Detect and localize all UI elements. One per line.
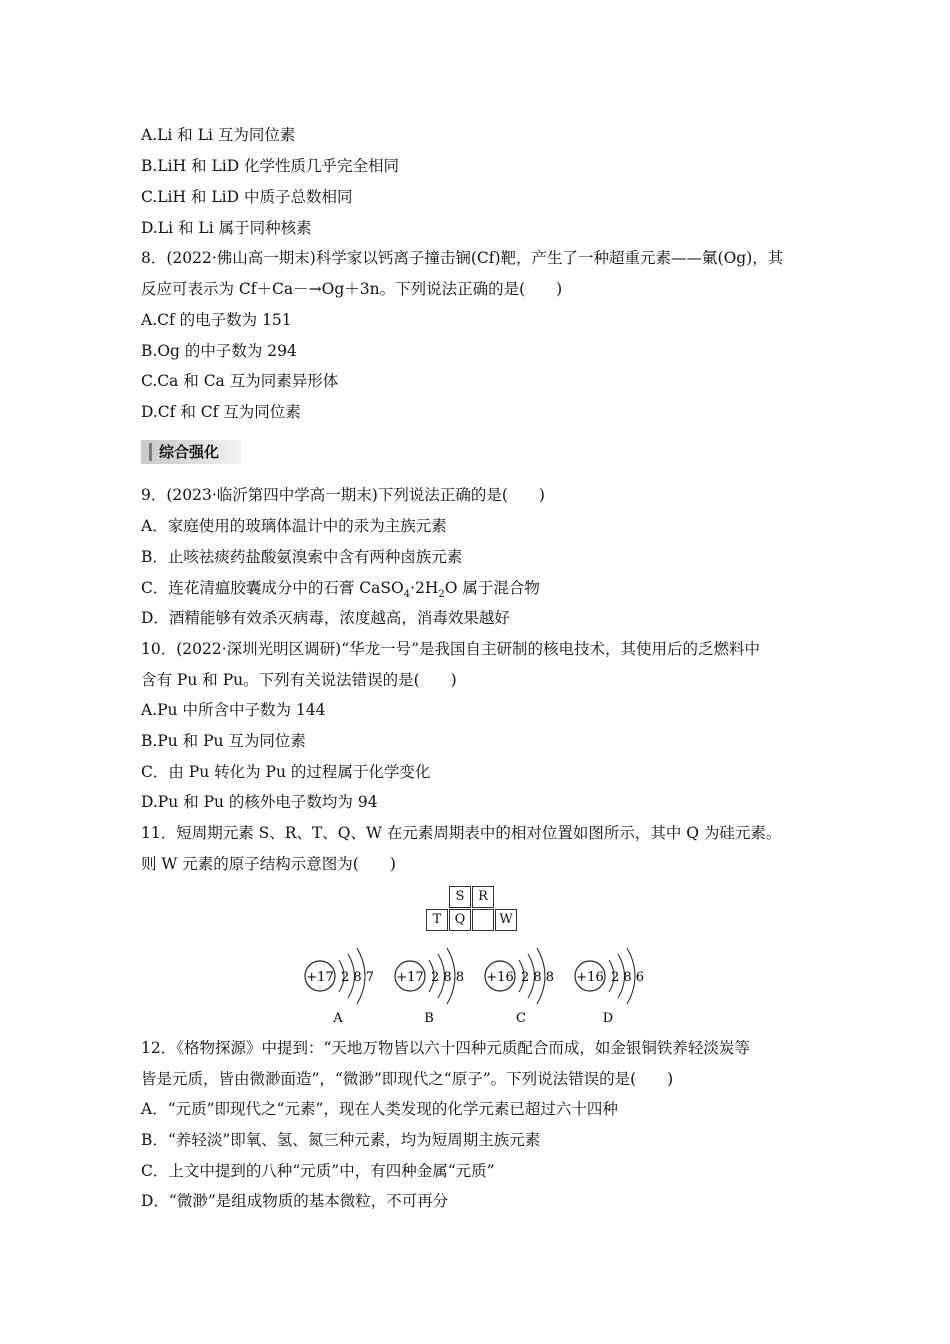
atom-structure-options <box>295 940 655 1030</box>
q9-option-b: B．止咳祛痰药盐酸氨溴索中含有两种卤族元素 <box>141 548 463 566</box>
q9-option-c-text: C．连花清瘟胶囊成分中的石膏 CaSO <box>141 579 404 597</box>
option-label-b: B <box>424 1011 434 1026</box>
sub-4: 4 <box>403 589 411 601</box>
periodic-table-fragment <box>425 884 525 934</box>
q10-option-c: C．由 Pu 转化为 Pu 的过程属于化学变化 <box>141 763 431 781</box>
q12-stem-line1: 12．《格物探源》中提到：“天地万物皆以六十四种元质配合而成，如金银铜铁养轻淡炭等 <box>141 1039 750 1057</box>
q8-option-c: C.Ca 和 Ca 互为同素异形体 <box>141 372 339 390</box>
cell-q: Q <box>449 909 471 931</box>
nucleus-charge-c: +16 <box>486 970 514 985</box>
section-heading <box>141 440 241 464</box>
q7-option-c: C.LiH 和 LiD 中质子总数相同 <box>141 188 353 206</box>
shell-electrons-c: 2 8 8 <box>521 970 555 985</box>
q10-stem-line2: 含有 Pu 和 Pu。下列有关说法错误的是( ) <box>141 671 457 689</box>
q7-option-b: B.LiH 和 LiD 化学性质几乎完全相同 <box>141 157 400 175</box>
shell-electrons-b: 2 8 8 <box>431 970 465 985</box>
atom-option-a <box>305 948 374 1026</box>
q12-option-b: B．“养轻淡”即氧、氢、氮三种元素，均为短周期主族元素 <box>141 1131 541 1149</box>
q9-stem: 9．(2023·临沂第四中学高一期末)下列说法正确的是( ) <box>141 486 545 504</box>
q11-stem-line2: 则 W 元素的原子结构示意图为( ) <box>141 855 396 873</box>
q8-option-d: D.Cf 和 Cf 互为同位素 <box>141 403 301 421</box>
q7-option-a: A.Li 和 Li 互为同位素 <box>141 126 296 144</box>
q12-option-a: A．“元质”即现代之“元素”，现在人类发现的化学元素已超过六十四种 <box>141 1100 618 1118</box>
q7-option-d: D.Li 和 Li 属于同种核素 <box>141 219 312 237</box>
shell-electrons-a: 2 8 7 <box>341 970 375 985</box>
atom-option-c <box>485 948 554 1026</box>
q9-option-d: D．酒精能够有效杀灭病毒，浓度越高，消毒效果越好 <box>141 609 510 627</box>
cell-s: S <box>449 886 471 908</box>
nucleus-charge-b: +17 <box>396 970 424 985</box>
atom-option-d <box>575 948 644 1026</box>
option-label-a: A <box>333 1011 343 1026</box>
section-heading-text: 综合强化 <box>159 443 220 461</box>
q9-option-c-mid: ·2H <box>410 579 439 597</box>
q10-option-d: D.Pu 和 Pu 的核外电子数均为 94 <box>141 793 378 811</box>
sub-2: 2 <box>438 589 445 601</box>
cell-t: T <box>426 909 448 931</box>
atom-option-b <box>395 948 464 1026</box>
q8-stem-line1: 8．(2022·佛山高一期末)科学家以钙离子撞击锎(Cf)靶，产生了一种超重元素——氭(Og)，其 <box>141 249 784 267</box>
q9-option-c-tail: O 属于混合物 <box>444 579 540 597</box>
q9-option-a: A．家庭使用的玻璃体温计中的汞为主族元素 <box>141 517 447 535</box>
q8-stem-line2: 反应可表示为 Cf＋Ca－→Og＋3n。下列说法正确的是( ) <box>141 280 563 298</box>
cell-w: W <box>495 909 517 931</box>
q10-stem-line1: 10．(2022·深圳光明区调研)“华龙一号”是我国自主研制的核电技术，其使用后的乏燃料中 <box>141 640 761 658</box>
q8-option-a: A.Cf 的电子数为 151 <box>141 311 292 329</box>
nucleus-charge-a: +17 <box>306 970 334 985</box>
option-label-d: D <box>602 1011 614 1026</box>
q12-option-c: C．上文中提到的八种“元质”中，有四种金属“元质” <box>141 1162 495 1180</box>
section-heading-bar <box>149 443 152 461</box>
q9-option-c <box>141 578 540 605</box>
option-label-c: C <box>516 1011 526 1026</box>
cell-r: R <box>472 886 494 908</box>
q12-option-d: D．“微渺”是组成物质的基本微粒，不可再分 <box>141 1192 449 1210</box>
q8-option-b: B.Og 的中子数为 294 <box>141 342 297 360</box>
cell-empty <box>472 909 494 931</box>
q12-stem-line2: 皆是元质，皆由微渺面造”，“微渺”即现代之“原子”。下列说法错误的是( ) <box>141 1070 674 1088</box>
q10-option-a: A.Pu 中所含中子数为 144 <box>141 701 326 719</box>
nucleus-charge-d: +16 <box>576 970 604 985</box>
q11-stem-line1: 11．短周期元素 S、R、T、Q、W 在元素周期表中的相对位置如图所示，其中 Q 为硅元素。 <box>141 824 782 842</box>
q10-option-b: B.Pu 和 Pu 互为同位素 <box>141 732 306 750</box>
shell-electrons-d: 2 8 6 <box>611 970 645 985</box>
